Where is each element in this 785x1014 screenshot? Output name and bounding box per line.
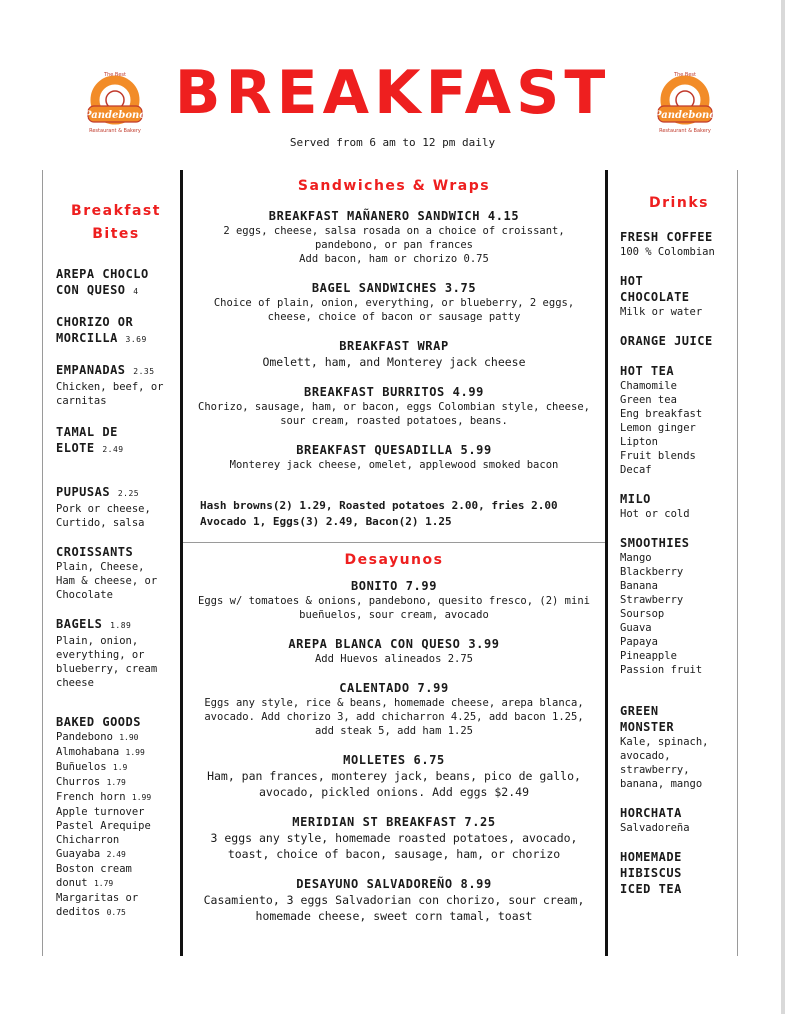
breakfast-bites-column — [56, 200, 176, 920]
svg-text:Restaurant & Bakery: Restaurant & Bakery — [659, 128, 711, 134]
menu-item: BREAKFAST WRAP Omelett, ham, and Monterey jack cheese — [262, 339, 526, 369]
drink-item: ORANGE JUICE — [620, 334, 713, 348]
drink-item: GREEN MONSTER Kale, spinach, avocado, strawberry, banana, mango — [620, 704, 709, 790]
menu-item: BREAKFAST BURRITOS 4.99 Chorizo, sausage, ham, or bacon, eggs Colombian style, cheese, sour cream, roasted potatoes, beans. — [198, 385, 590, 427]
svg-text:Restaurant & Bakery: Restaurant & Bakery — [89, 128, 141, 134]
sides-extras: Hash browns(2) 1.29, Roasted potatoes 2.00, fries 2.00 Avocado 1, Eggs(3) 2.49, Bacon(2) 1.25 — [200, 499, 558, 528]
drinks-column — [620, 192, 738, 897]
svg-text:The Best: The Best — [104, 72, 126, 78]
desayunos-section — [196, 552, 592, 924]
drink-item: SMOOTHIES Mango Blackberry Banana Strawberry Soursop Guava Papaya Pineapple Passion fruit — [620, 536, 703, 676]
divider-left — [180, 170, 183, 956]
menu-item: BREAKFAST MAÑANERO SANDWICH 4.15 2 eggs, cheese, salsa rosada on a choice of croissant, pandebono, or pan frances Add bacon, ham or chorizo 0.75 — [223, 209, 565, 265]
desayunos-heading: Desayunos — [344, 552, 444, 568]
menu-item: CHORIZO OR MORCILLA 3.69 — [56, 315, 147, 345]
drink-item: HOT TEA Chamomile Green tea Eng breakfast Lemon ginger Lipton Fruit blends Decaf — [620, 364, 703, 476]
served-hours: Served from 6 am to 12 pm daily — [289, 136, 496, 149]
menu-item: MERIDIAN ST BREAKFAST 7.25 3 eggs any style, homemade roasted potatoes, avocado, toast, choice of bacon, sausage, ham, or chorizo — [210, 815, 578, 861]
menu-item: DESAYUNO SALVADOREÑO 8.99 Casamiento, 3 eggs Salvadorian con chorizo, sour cream, homemade cheese, sweet corn tamal, toast — [203, 877, 585, 923]
menu-item: CALENTADO 7.99 Eggs any style, rice & beans, homemade cheese, arepa blanca, avocado. Add chorizo 3, add chicharron 4.25, add bacon 1.25, add steak 5, add ham 1.25 — [204, 681, 584, 737]
menu-item: AREPA BLANCA CON QUESO 3.99 Add Huevos alineados 2.75 — [288, 637, 500, 665]
bites-heading: Breakfast Bites — [71, 203, 161, 242]
svg-text:The Best: The Best — [674, 72, 696, 78]
menu-item: TAMAL DE ELOTE 2.49 — [56, 425, 124, 455]
baked-goods: BAKED GOODS Pandebono 1.90 Almohabana 1.99 Buñuelos 1.9 Churros 1.79 French horn 1.99 Apple turnover Pastel Arequipe Chicharron Guayaba 2.49 Boston cream donut 1.79 Margaritas or deditos 0.75 — [56, 715, 152, 918]
left-border — [42, 170, 43, 956]
drink-item: HOT CHOCOLATE Milk or water — [620, 274, 703, 318]
menu-item: EMPANADAS 2.35 Chicken, beef, or carnitas — [56, 363, 164, 407]
sandwiches-section — [196, 178, 592, 472]
svg-text:Pandebono: Pandebono — [84, 110, 146, 121]
menu-item: AREPA CHOCLO CON QUESO 4 — [56, 267, 149, 297]
divider-right — [605, 170, 608, 956]
menu-item: BREAKFAST QUESADILLA 5.99 Monterey jack cheese, omelet, applewood smoked bacon — [229, 443, 559, 471]
menu-item: PUPUSAS 2.25 Pork or cheese, Curtido, salsa — [56, 485, 151, 529]
sandwiches-heading: Sandwiches & Wraps — [297, 178, 491, 194]
menu-item: BAGELS 1.89 Plain, onion, everything, or blueberry, cream cheese — [56, 617, 158, 689]
page-title: BREAKFAST — [174, 58, 611, 128]
menu-item: MOLLETES 6.75 Ham, pan frances, monterey jack, beans, pico de gallo, avocado, pickled onions. Add eggs $2.49 — [207, 753, 581, 799]
page-edge — [781, 0, 785, 1014]
section-divider — [183, 542, 605, 543]
menu-item: BONITO 7.99 Eggs w/ tomatoes & onions, pandebono, quesito fresco, (2) mini bueñuelos, sour cream, avocado — [198, 579, 590, 621]
drink-item: MILO Hot or cold — [620, 492, 690, 520]
drinks-heading: Drinks — [649, 195, 709, 211]
drink-item: HORCHATA Salvadoreña — [620, 806, 690, 834]
svg-text:Pandebono: Pandebono — [654, 110, 716, 121]
menu-item: BAGEL SANDWICHES 3.75 Choice of plain, onion, everything, or blueberry, 2 eggs, cheese, choice of bacon or sausage patty — [213, 281, 575, 323]
menu-item: CROISSANTS Plain, Cheese, Ham & cheese, or Chocolate — [56, 545, 158, 601]
drink-item: FRESH COFFEE 100 % Colombian — [620, 230, 715, 258]
drink-item: HOMEMADE HIBISCUS ICED TEA — [620, 850, 682, 896]
